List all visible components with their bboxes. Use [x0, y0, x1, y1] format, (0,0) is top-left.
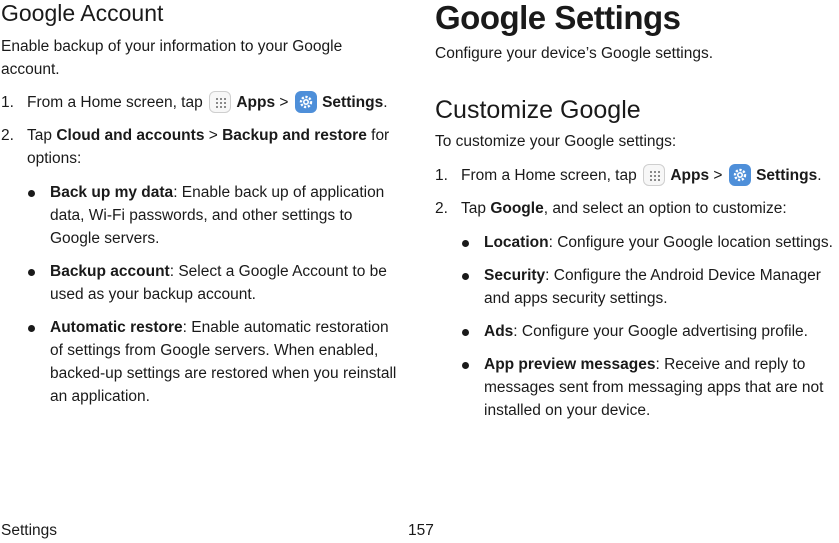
- bullet-app-preview-messages: [435, 353, 839, 422]
- bullet-text: : Receive and reply to messages sent from messaging apps that are not installed on your device.: [484, 356, 824, 419]
- bullet-text: : Configure your Google advertising profile.: [513, 323, 808, 340]
- customize-google-intro: To customize your Google settings:: [435, 133, 677, 150]
- bullet-term: Location: [484, 234, 549, 251]
- page-number: 157: [408, 522, 434, 539]
- bullet-term: Automatic restore: [50, 319, 183, 336]
- step-text: From a Home screen, tap: [461, 167, 637, 184]
- bullet-security: [435, 264, 839, 310]
- step-text: for options:: [27, 127, 390, 167]
- bullet-dot: [28, 190, 35, 197]
- bullet-back-up-my-data: [1, 181, 401, 250]
- google-account-intro: Enable backup of your information to your Google account.: [1, 38, 343, 78]
- bullet-text: : Enable automatic restoration of settings from Google servers. When enabled, backed-up settings are restored when you reinstall an application.: [50, 319, 397, 405]
- separator: >: [204, 127, 223, 144]
- settings-gear-icon: [295, 91, 317, 113]
- bullet-term: Ads: [484, 323, 514, 340]
- apps-grid-icon: [643, 164, 665, 186]
- bullet-term: Backup account: [50, 263, 170, 280]
- bullet-dot: [28, 269, 35, 276]
- settings-label: Settings: [322, 94, 384, 111]
- step-text: Tap: [27, 127, 57, 144]
- bullet-text: : Configure your Google location settings.: [548, 234, 833, 251]
- customize-google-heading: Customize Google: [435, 96, 641, 124]
- left-step-2: [1, 124, 401, 170]
- separator: >: [709, 167, 727, 184]
- period: .: [817, 167, 822, 184]
- google-settings-intro: Configure your device’s Google settings.: [435, 45, 714, 62]
- period: .: [383, 94, 388, 111]
- left-column: [1, 0, 401, 408]
- step-text: Tap: [461, 200, 491, 217]
- bullet-term: App preview messages: [484, 356, 656, 373]
- step-number: 1.: [1, 94, 14, 111]
- google-label: Google: [490, 200, 544, 217]
- bullet-dot: [462, 273, 469, 280]
- cloud-accounts-label: Cloud and accounts: [56, 127, 205, 144]
- bullet-text: : Enable back up of application data, Wi-Fi passwords, and other settings to Google servers.: [50, 184, 385, 247]
- bullet-ads: [435, 320, 839, 343]
- apps-label: Apps: [670, 167, 710, 184]
- bullet-text: : Configure the Android Device Manager and apps security settings.: [484, 267, 821, 307]
- right-column: [435, 0, 839, 422]
- bullet-dot: [28, 325, 35, 332]
- bullet-dot: [462, 240, 469, 247]
- left-step-1: [1, 91, 401, 114]
- google-settings-heading: Google Settings: [435, 0, 681, 36]
- backup-restore-label: Backup and restore: [222, 127, 367, 144]
- bullet-dot: [462, 329, 469, 336]
- step-number: 2.: [435, 200, 448, 217]
- step-number: 2.: [1, 127, 14, 144]
- settings-label: Settings: [756, 167, 818, 184]
- bullet-automatic-restore: [1, 316, 401, 408]
- bullet-text: : Select a Google Account to be used as your backup account.: [50, 263, 387, 303]
- separator: >: [275, 94, 293, 111]
- step-text: From a Home screen, tap: [27, 94, 203, 111]
- footer-section: Settings: [1, 522, 58, 539]
- apps-label: Apps: [236, 94, 276, 111]
- bullet-term: Security: [484, 267, 546, 284]
- google-account-heading: Google Account: [1, 0, 164, 26]
- bullet-term: Back up my data: [50, 184, 174, 201]
- right-step-1: [435, 164, 839, 187]
- bullet-location: [435, 231, 839, 254]
- settings-gear-icon: [729, 164, 751, 186]
- apps-grid-icon: [209, 91, 231, 113]
- bullet-backup-account: [1, 260, 401, 306]
- right-step-2: [435, 197, 839, 220]
- step-text: , and select an option to customize:: [543, 200, 787, 217]
- bullet-dot: [462, 362, 469, 369]
- step-number: 1.: [435, 167, 448, 184]
